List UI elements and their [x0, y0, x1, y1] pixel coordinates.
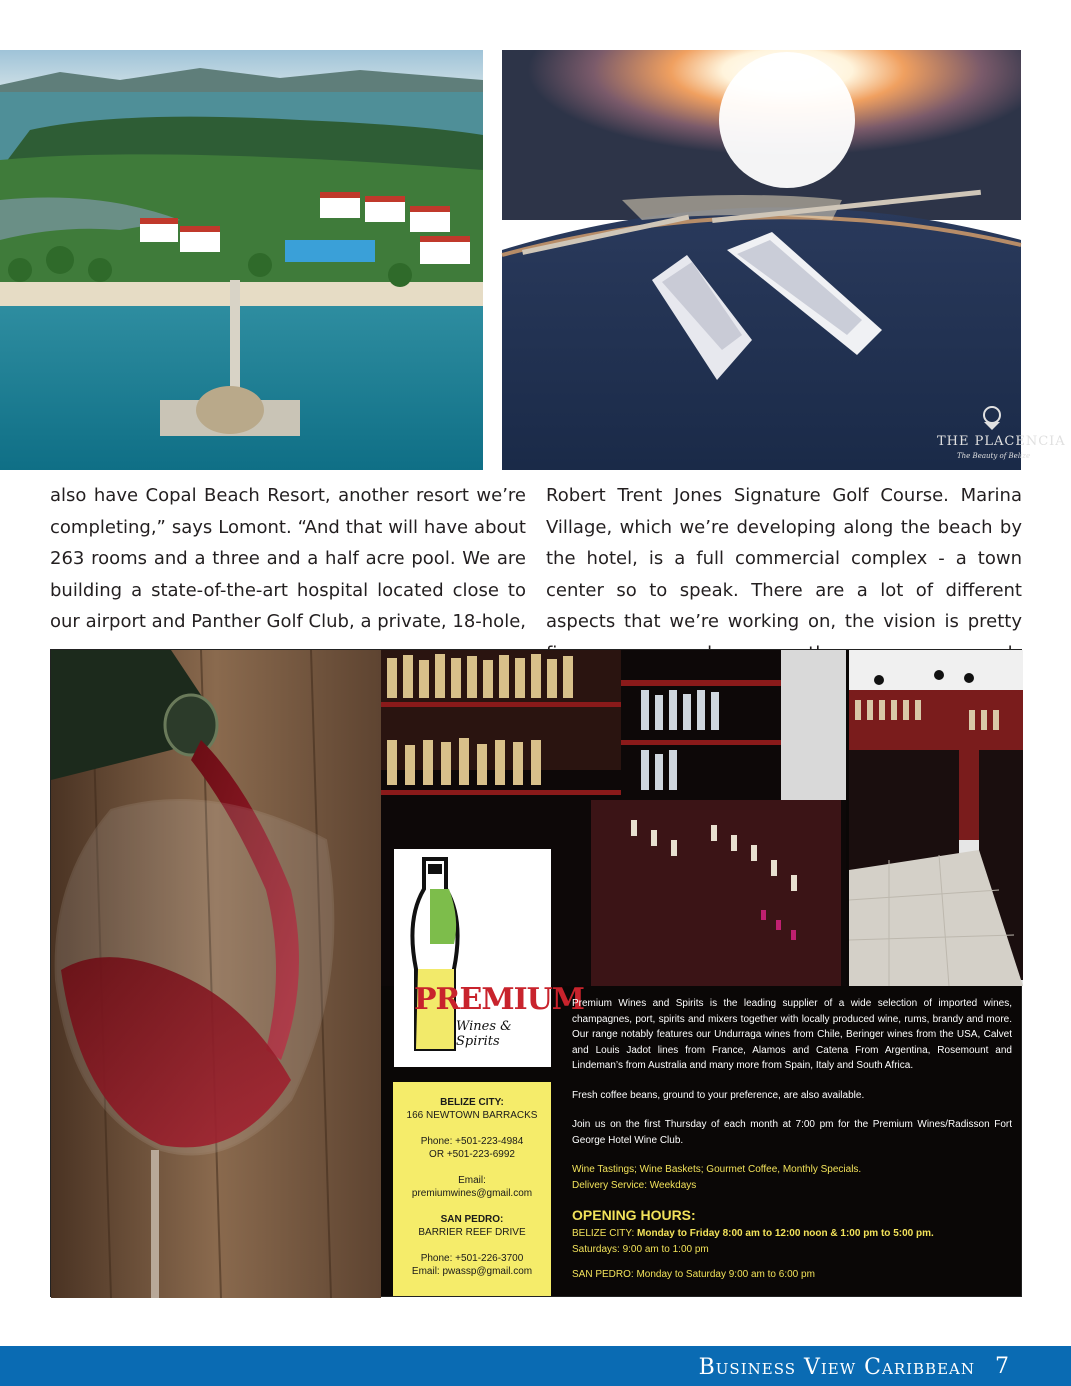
article-column-right: Robert Trent Jones Signature Golf Course. Marina Village, which we’re developing along the beach by the hotel, is a full commercial complex - a town center so to speak. There are a lot of different aspects that we’re working on, the vision is pretty — [546, 485, 1022, 632]
hours-saturday: Saturdays: 9:00 am to 1:00 pm — [572, 1243, 709, 1255]
belize-city-title: BELIZE CITY: — [440, 1097, 504, 1108]
hours-san-pedro: SAN PEDRO: Monday to Saturday 9:00 am to 6:00 pm — [572, 1269, 815, 1280]
hours-belize: Monday to Friday 8:00 am to 12:00 noon & 1:00 pm to 5:00 pm. — [637, 1228, 934, 1239]
email-label: Email: — [458, 1175, 486, 1186]
opening-hours-title: OPENING HOURS: — [572, 1207, 696, 1223]
ad-wine-club: Join us on the first Thursday of each month at 7:00 pm for the Premium Wines/Radisson Fort George Hotel Wine Club. — [572, 1119, 1012, 1146]
san-pedro-email[interactable]: Email: pwassp@gmail.com — [411, 1266, 533, 1277]
wine-pour-photo — [51, 650, 381, 1298]
placencia-tagline: The Beauty of Belize — [957, 452, 1031, 460]
premium-logo-panel — [394, 849, 584, 1067]
belize-email[interactable]: premiumwines@gmail.com — [411, 1188, 533, 1199]
belize-phone: Phone: +501-223-4984 — [420, 1136, 524, 1147]
article-column-left: also have Copal Beach Resort, another resort we’re completing,” says Lomont. “And that will have about 263 rooms and a three and a half acre pool. We are building a state-of-the-art hospital located close to our airport and Panther Golf Club, a private, 18-hole, — [50, 485, 526, 632]
ad-coffee: Fresh coffee beans, ground to your preference, are also available. — [572, 1089, 865, 1101]
page-number: 7 — [995, 1354, 1009, 1379]
ad-delivery: Delivery Service: Weekdays — [572, 1179, 697, 1191]
belize-city-address: 166 NEWTOWN BARRACKS — [406, 1110, 538, 1121]
ad-intro: Premium Wines and Spirits is the leading supplier of a wide selection of imported wines, champagnes, port, spirits and mixers together with locally produced wine, rums, brandy and more. Our range notably features our Undurraga wines from Chile, Beringer wines from the USA, Calvet and Louis Jadot lines from France, Alamos and Catena From Argentina, Rosemount and Lindeman’s from Australia and many more from Spain, Italy and South Africa. — [572, 998, 1012, 1071]
placencia-watermark: THE PLACENCIA — [937, 434, 1066, 449]
wine-store-aisle-photo — [849, 650, 1023, 986]
san-pedro-phone: Phone: +501-226-3700 — [420, 1253, 524, 1264]
marina-sunset-photo — [502, 50, 1066, 470]
resort-aerial-photo — [0, 50, 483, 470]
san-pedro-title: SAN PEDRO: — [440, 1214, 504, 1225]
belize-phone-alt: OR +501-223-6992 — [429, 1149, 515, 1160]
san-pedro-address: BARRIER REEF DRIVE — [418, 1227, 526, 1238]
ad-info-text — [572, 996, 1012, 1283]
contact-panel — [393, 1082, 551, 1296]
ad-services: Wine Tastings; Wine Baskets; Gourmet Coffee, Monthly Specials. — [572, 1164, 862, 1175]
footer-bar — [0, 1346, 1071, 1386]
hours-belize-label: BELIZE CITY: — [572, 1228, 635, 1239]
logo-premium-text: PREMIUM — [414, 982, 584, 1017]
premium-wines-advertisement — [50, 649, 1022, 1297]
publication-name: Business View Caribbean — [698, 1355, 975, 1380]
logo-wines-spirits-text: Wines & Spirits — [456, 1019, 512, 1049]
